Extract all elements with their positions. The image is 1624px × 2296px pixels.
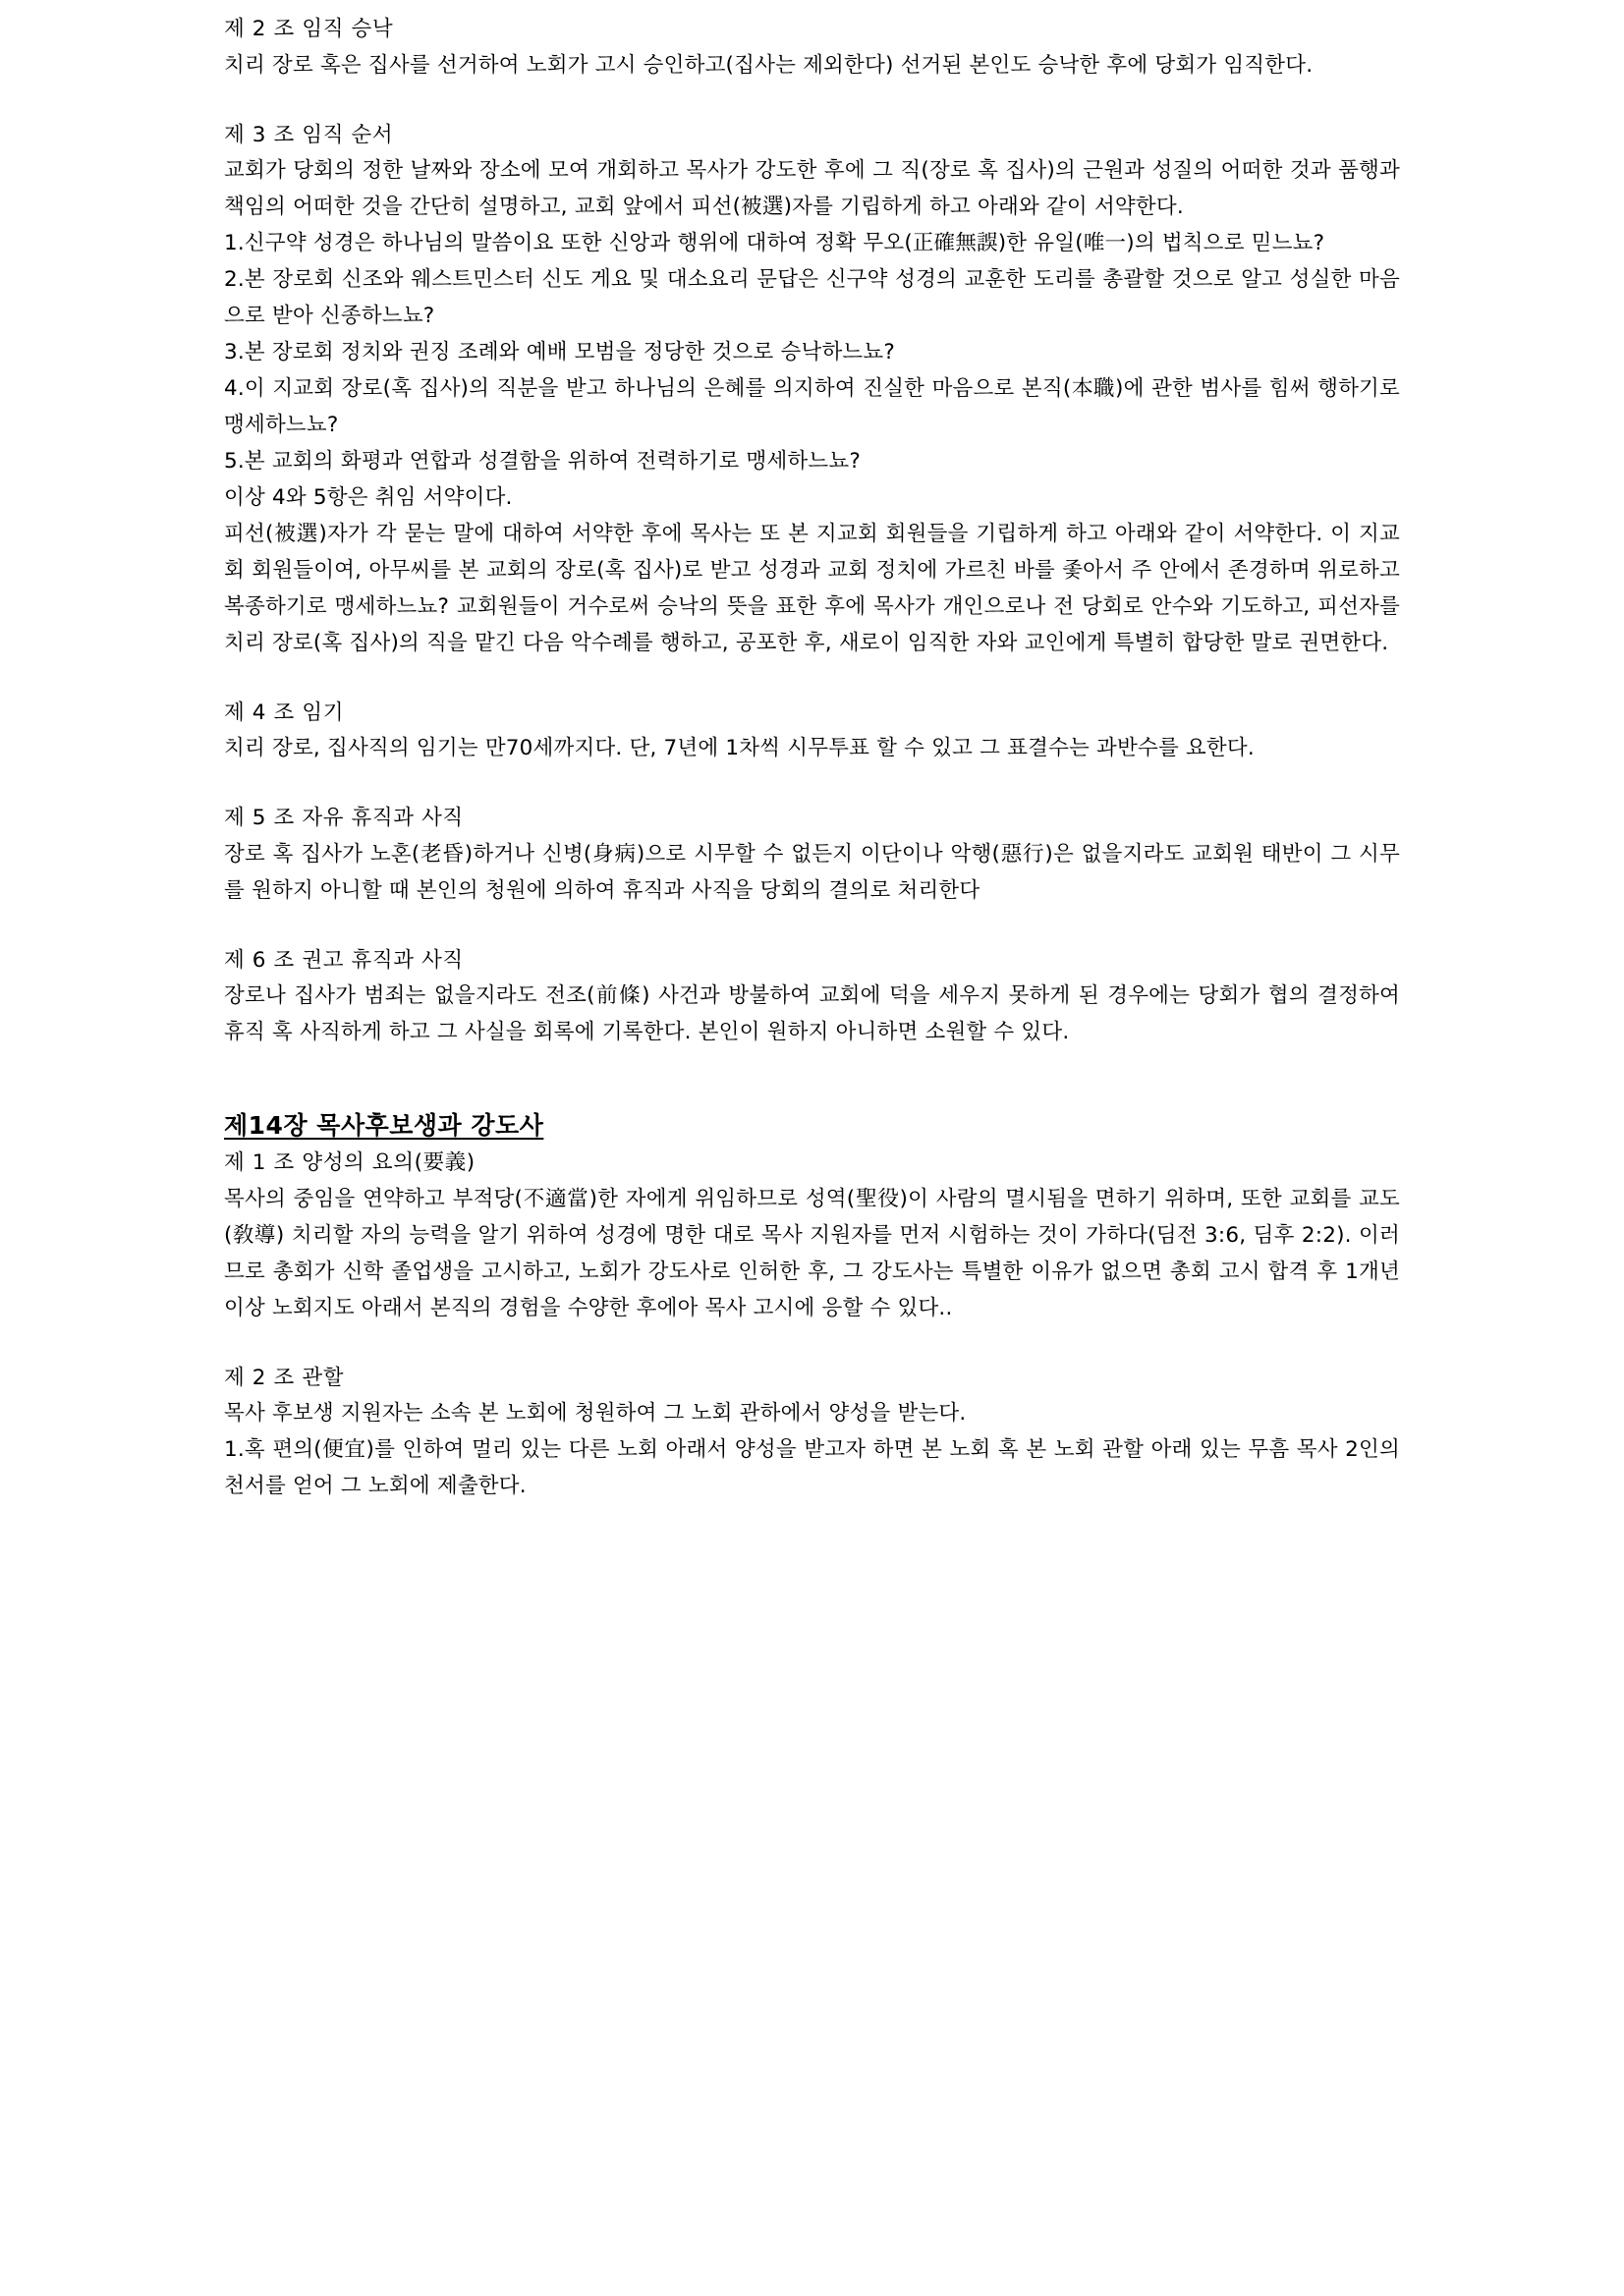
article-4-body: 치리 장로, 집사직의 임기는 만70세까지다. 단, 7년에 1차씩 시무투표 할 수 있고 그 표결수는 과반수를 요한다. xyxy=(224,736,1255,761)
ch14-article-1-heading: 제 1 조 양성의 요의(要義) xyxy=(224,1150,476,1176)
section-spacer xyxy=(224,1051,1400,1106)
chapter-14-title: 제14장 목사후보생과 강도사 xyxy=(224,1111,544,1141)
article-3-item-1: 1.신구약 성경은 하나님의 말씀이요 또한 신앙과 행위에 대하여 정확 무오(正確無誤)한 유일(唯一)의 법칙으로 믿느뇨? xyxy=(224,231,1325,255)
article-4-heading: 제 4 조 임기 xyxy=(224,700,345,725)
paragraph-spacer xyxy=(224,662,1400,696)
paragraph-spacer xyxy=(224,910,1400,943)
article-6-heading: 제 6 조 권고 휴직과 사직 xyxy=(224,947,464,973)
article-3-body: 교회가 당회의 정한 날짜와 장소에 모여 개회하고 목사가 강도한 후에 그 직(장로 혹 집사)의 근원과 성질의 어떠한 것과 품행과 책임의 어떠한 것을 간단히 설명하고, 교회 앞에서 피선(被選)자를 기립하게 하고 아래와 같이 서약한다. xyxy=(224,158,1400,220)
article-3-closing: 피선(被選)자가 각 묻는 말에 대하여 서약한 후에 목사는 또 본 지교회 회원들을 기립하게 하고 아래와 같이 서약한다. 이 지교회 회원들이여, 아무씨를 본 교회의 장로(혹 집사)로 받고 성경과 교회 정치에 가르친 바를 좇아서 주 안에서 존경하며 위로하고 복종하기로 맹세하느뇨? 교회원들이 거수로써 승낙의 뜻을 표한 후에 목사가 개인으로나 전 당회로 안수와 기도하고, 피선자를 치리 장로(혹 집사)의 직을 맡긴 다음 악수례를 행하고, 공포한 후, 새로이 임직한 자와 교인에게 특별히 합당한 말로 권면한다. xyxy=(224,521,1400,655)
article-3-item-4: 4.이 지교회 장로(혹 집사)의 직분을 받고 하나님의 은혜를 의지하여 진실한 마음으로 본직(本職)에 관한 범사를 힘써 행하기로 맹세하느뇨? xyxy=(224,375,1400,437)
paragraph-spacer xyxy=(224,1327,1400,1361)
article-6-body: 장로나 집사가 범죄는 없을지라도 전조(前條) 사건과 방불하여 교회에 덕을 세우지 못하게 된 경우에는 당회가 협의 결정하여 휴직 혹 사직하게 하고 그 사실을 회록에 기록한다. 본인이 원하지 아니하면 소원할 수 있다. xyxy=(224,983,1400,1045)
article-3-item-2: 2.본 장로회 신조와 웨스트민스터 신도 게요 및 대소요리 문답은 신구약 성경의 교훈한 도리를 총괄할 것으로 알고 성실한 마음으로 받아 신종하느뇨? xyxy=(224,266,1400,328)
article-5-body: 장로 혹 집사가 노혼(老昏)하거나 신병(身病)으로 시무할 수 없든지 이단이나 악행(惡行)은 없을지라도 교회원 태반이 그 시무를 원하지 아니할 때 본인의 청원에 의하여 휴직과 사직을 당회의 결의로 처리한다 xyxy=(224,841,1400,903)
article-2-body: 치리 장로 혹은 집사를 선거하여 노회가 고시 승인하고(집사는 제외한다) 선거된 본인도 승낙한 후에 당회가 임직한다. xyxy=(224,52,1314,78)
article-3-note: 이상 4와 5항은 취임 서약이다. xyxy=(224,484,513,510)
article-5-heading: 제 5 조 자유 휴직과 사직 xyxy=(224,806,464,831)
ch14-article-2-item-1: 1.혹 편의(便宜)를 인하여 멀리 있는 다른 노회 아래서 양성을 받고자 하면 본 노회 혹 본 노회 관할 아래 있는 무흠 목사 2인의 천서를 얻어 그 노회에 제출한다. xyxy=(224,1437,1400,1499)
ch14-article-2-heading: 제 2 조 관할 xyxy=(224,1365,345,1390)
paragraph-spacer xyxy=(224,767,1400,801)
ch14-article-1-body: 목사의 중임을 연약하고 부적당(不適當)한 자에게 위임하므로 성역(聖役)이 사람의 멸시됨을 면하기 위하며, 또한 교회를 교도(敎導) 치리할 자의 능력을 알기 위하여 성경에 명한 대로 목사 지원자를 먼저 시험하는 것이 가하다(딤전 3:6, 딤후 2:2). 이러므로 총회가 신학 졸업생을 고시하고, 노회가 강도사로 인허한 후, 그 강도사는 특별한 이유가 없으면 총회 고시 합격 후 1개년 이상 노회지도 아래서 본직의 경험을 수양한 후에아 목사 고시에 응할 수 있다.. xyxy=(224,1186,1400,1320)
article-3-heading: 제 3 조 임직 순서 xyxy=(224,122,394,147)
paragraph-spacer xyxy=(224,84,1400,118)
article-2-heading: 제 2 조 임직 승낙 xyxy=(224,17,394,41)
article-3-item-5: 5.본 교회의 화평과 연합과 성결함을 위하여 전력하기로 맹세하느뇨? xyxy=(224,448,861,474)
document-body xyxy=(224,12,1400,1505)
ch14-article-2-body: 목사 후보생 지원자는 소속 본 노회에 청원하여 그 노회 관하에서 양성을 받는다. xyxy=(224,1401,967,1427)
article-3-item-3: 3.본 장로회 정치와 권징 조례와 예배 모범을 정당한 것으로 승낙하느뇨? xyxy=(224,339,895,364)
